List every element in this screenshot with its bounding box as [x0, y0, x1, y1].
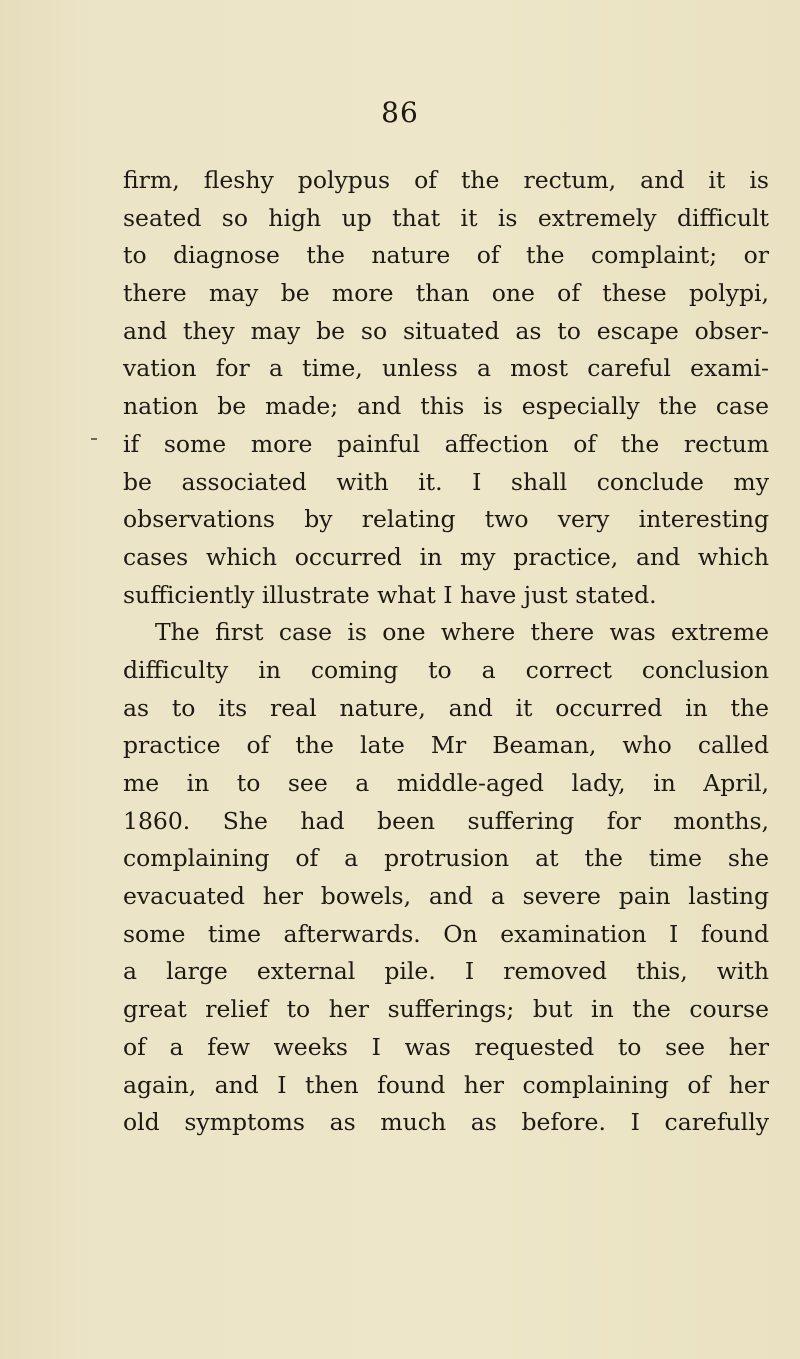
text-line: of a few weeks I was requested to see her: [123, 1032, 769, 1061]
text-line: sufficiently illustrate what I have just stated.: [123, 580, 657, 609]
text-line: some time afterwards. On examination I found: [123, 919, 769, 948]
text-line: vation for a time, unless a most careful exami-: [123, 354, 769, 383]
margin-mark: [91, 438, 97, 440]
page-number: 86: [381, 96, 419, 129]
text-line: great relief to her sufferings; but in the course: [123, 995, 769, 1024]
text-line: firm, fleshy polypus of the rectum, and it is: [123, 166, 769, 194]
text-line: there may be more than one of these polypi,: [123, 279, 769, 308]
body-text: [123, 162, 769, 1142]
text-line: as to its real nature, and it occurred in the: [123, 693, 769, 722]
text-line: be associated with it. I shall conclude my: [123, 467, 769, 496]
text-line: observations by relating two very interesting: [123, 505, 769, 534]
text-line: to diagnose the nature of the complaint; or: [123, 241, 769, 270]
text-line: 1860. She had been suffering for months,: [123, 806, 769, 835]
text-line: complaining of a protrusion at the time she: [123, 844, 769, 873]
text-line: nation be made; and this is especially the case: [123, 392, 769, 421]
text-line: seated so high up that it is extremely difficult: [123, 203, 769, 232]
text-line: and they may be so situated as to escape obser-: [123, 316, 769, 345]
paragraph-start-line: The first case is one where there was extreme: [155, 618, 769, 647]
text-line: difficulty in coming to a correct conclusion: [123, 655, 769, 684]
text-line: cases which occurred in my practice, and which: [123, 542, 769, 571]
text-line: evacuated her bowels, and a severe pain lasting: [123, 882, 769, 911]
text-line: if some more painful affection of the rectum: [123, 429, 769, 458]
text-line: old symptoms as much as before. I carefully: [123, 1108, 769, 1137]
text-line: a large external pile. I removed this, with: [123, 957, 769, 986]
text-line: practice of the late Mr Beaman, who called: [123, 731, 769, 760]
text-line: again, and I then found her complaining of her: [123, 1070, 769, 1099]
text-line: me in to see a middle-aged lady, in April,: [123, 769, 769, 797]
